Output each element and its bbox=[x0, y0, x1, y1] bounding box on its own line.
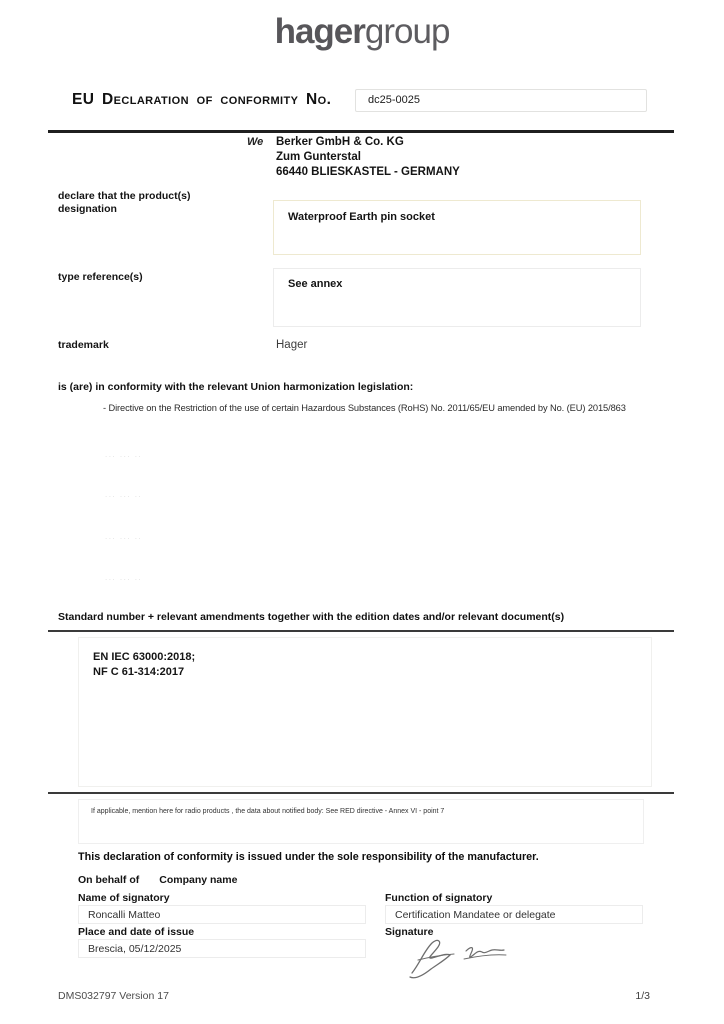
type-reference-field: See annex bbox=[273, 268, 641, 327]
rohs-directive-line: - Directive on the Restriction of the use of certain Hazardous Substances (RoHS) No. 2011/65/EU amended by No. (EU) 2015/863 bbox=[103, 403, 626, 413]
standard-line: NF C 61-314:2017 bbox=[93, 666, 185, 678]
divider-standards-bottom bbox=[48, 792, 674, 794]
page-title: EU Declaration of conformity No. bbox=[72, 91, 332, 108]
signature-label: Signature bbox=[385, 926, 434, 938]
company-name-label: Company name bbox=[159, 874, 238, 886]
on-behalf-row bbox=[78, 874, 237, 886]
radio-products-note-field: If applicable, mention here for radio products , the data about notified body: See RED directive - Annex VI - point 7 bbox=[78, 799, 644, 844]
company-address-block bbox=[276, 135, 460, 180]
legislation-heading: is (are) in conformity with the relevant Union harmonization legislation: bbox=[58, 381, 414, 393]
name-of-signatory-field: Roncalli Matteo bbox=[78, 905, 366, 924]
standards-heading: Standard number + relevant amendments together with the edition dates and/or relevant document(s) bbox=[58, 611, 565, 623]
company-street-line: Zum Gunterstal bbox=[276, 151, 361, 163]
faded-placeholder-line: ... ... .. bbox=[105, 490, 143, 499]
responsibility-statement: This declaration of conformity is issued under the sole responsibility of the manufacturer. bbox=[78, 851, 539, 863]
name-of-signatory-label: Name of signatory bbox=[78, 892, 170, 904]
company-name-line: Berker GmbH & Co. KG bbox=[276, 136, 404, 148]
standard-line: EN IEC 63000:2018; bbox=[93, 651, 196, 663]
document-reference: DMS032797 Version 17 bbox=[58, 990, 169, 1002]
function-of-signatory-field: Certification Mandatee or delegate bbox=[385, 905, 643, 924]
hagergroup-logo bbox=[0, 12, 724, 52]
divider-top bbox=[48, 130, 674, 133]
declaration-number-field: dc25-0025 bbox=[355, 89, 647, 112]
trademark-label: trademark bbox=[58, 339, 109, 351]
type-reference-label: type reference(s) bbox=[58, 271, 143, 283]
place-date-field: Brescia, 05/12/2025 bbox=[78, 939, 366, 958]
on-behalf-label: On behalf of bbox=[78, 874, 140, 886]
page-number: 1/3 bbox=[635, 990, 650, 1002]
trademark-value: Hager bbox=[276, 339, 308, 351]
faded-placeholder-line: ... ... .. bbox=[105, 573, 143, 582]
designation-label: declare that the product(s) designation bbox=[58, 190, 191, 215]
faded-placeholder-line: ... ... .. bbox=[105, 450, 143, 459]
we-label: We bbox=[247, 136, 264, 148]
signature-image bbox=[398, 933, 528, 983]
logo-regular-part: group bbox=[364, 12, 450, 51]
divider-standards-top bbox=[48, 630, 674, 632]
company-city-line: 66440 BLIESKASTEL - GERMANY bbox=[276, 166, 460, 178]
function-of-signatory-label: Function of signatory bbox=[385, 892, 493, 904]
logo-bold-part: hager bbox=[274, 12, 365, 51]
place-date-label: Place and date of issue bbox=[78, 926, 195, 938]
designation-field: Waterproof Earth pin socket bbox=[273, 200, 641, 255]
standards-field bbox=[78, 637, 652, 787]
faded-placeholder-line: ... ... .. bbox=[105, 532, 143, 541]
